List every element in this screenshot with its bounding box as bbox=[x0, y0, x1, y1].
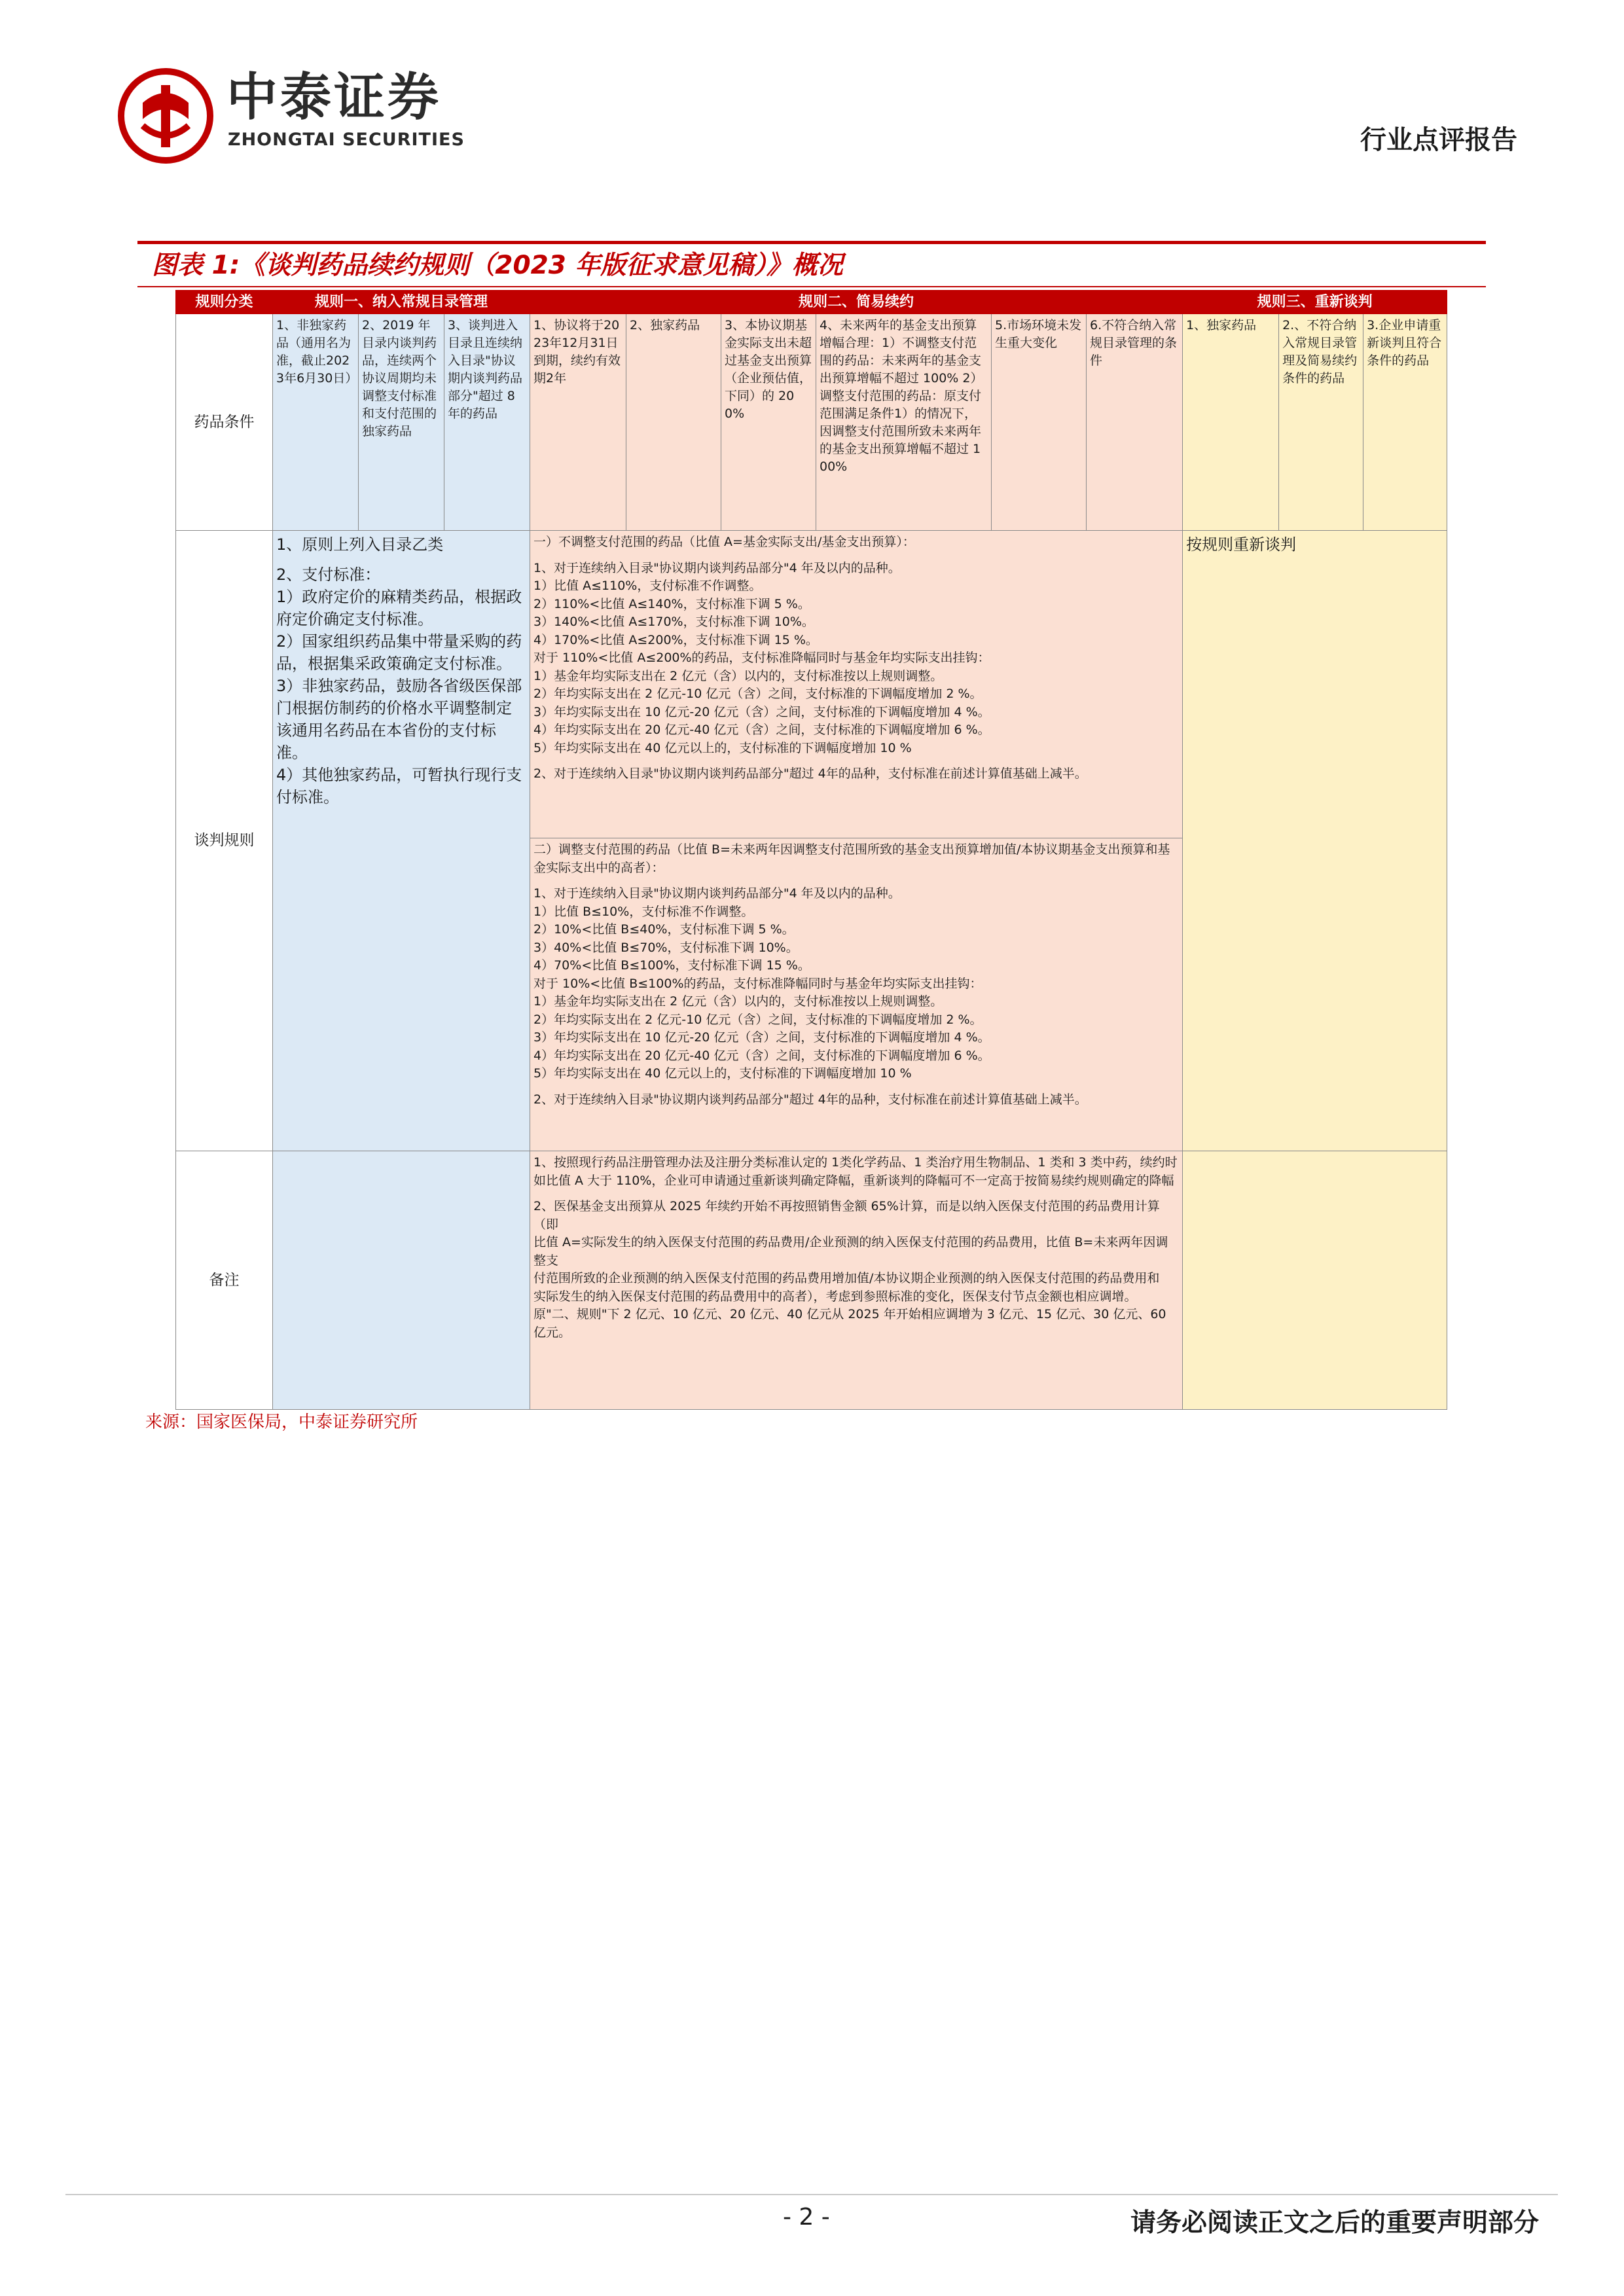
rule2-negotiation-part1 bbox=[530, 531, 1183, 838]
rule3-negotiation: 按规则重新谈判 bbox=[1183, 531, 1447, 1151]
rule2-p1-line: 4）170%<比值 A≤200%，支付标准下调 15 %。 bbox=[533, 632, 818, 647]
rule1-sub2: 2）国家组织药品集中带量采购的药品，根据集采政策确定支付标准。 bbox=[276, 632, 522, 673]
logo-mark-icon bbox=[117, 67, 215, 165]
rule2-p1-line: 2）110%<比值 A≤140%，支付标准下调 5 %。 bbox=[533, 596, 810, 611]
rule2-p1-line: 2）年均实际支出在 2 亿元-10 亿元（含）之间，支付标准的下调幅度增加 2 %。 bbox=[533, 687, 983, 701]
notes-line: 实际发生的纳入医保支付范围的药品费用中的高者），考虑到参照标准的变化，医保支付节点金额也相应调增。原"二、规则"下 2 亿元、10 亿元、20 亿元、40 亿元从 2025 年开始相应调增为 3 亿元、15 亿元、30 亿元、60 亿元。 bbox=[533, 1289, 1166, 1340]
rule2-p2-line: 2、对于连续纳入目录"协议期内谈判药品部分"超过 4年的品种，支付标准在前述计算值基础上减半。 bbox=[533, 1092, 1087, 1107]
rule2-p2-line: 4）年均实际支出在 20 亿元-40 亿元（含）之间，支付标准的下调幅度增加 6 %。 bbox=[533, 1048, 990, 1063]
rule2-p1-line: 1）比值 A≤110%，支付标准不作调整。 bbox=[533, 579, 762, 593]
rule2-p2-line: 4）70%<比值 B≤100%，支付标准下调 15 %。 bbox=[533, 958, 810, 973]
rule3-notes-empty bbox=[1183, 1151, 1447, 1410]
rule1-sub4: 4）其他独家药品，可暂执行现行支付标准。 bbox=[276, 766, 522, 806]
row-label-notes: 备注 bbox=[176, 1151, 273, 1410]
rule3-condition-3: 3.企业申请重新谈判且符合条件的药品 bbox=[1363, 314, 1447, 531]
rule2-p1-line: 1、对于连续纳入目录"协议期内谈判药品部分"4 年及以内的品种。 bbox=[533, 560, 901, 575]
rule1-sub3: 3）非独家药品，鼓励各省级医保部门根据仿制药的价格水平调整制定该通用名药品在本省份的支付标准。 bbox=[276, 677, 522, 762]
rule2-p1-line: 5）年均实际支出在 40 亿元以上的，支付标准的下调幅度增加 10 % bbox=[533, 740, 912, 755]
page-number: - 2 - bbox=[783, 2204, 830, 2231]
rule2-p2-line: 5）年均实际支出在 40 亿元以上的，支付标准的下调幅度增加 10 % bbox=[533, 1066, 912, 1081]
table-row-drug-conditions bbox=[176, 314, 1447, 531]
source-note: 来源：国家医保局，中泰证券研究所 bbox=[145, 1412, 418, 1432]
rule1-condition-1: 1、非独家药品（通用名为准，截止2023年6月30日） bbox=[273, 314, 359, 531]
rule1-condition-2: 2、2019 年目录内谈判药品，连续两个协议周期均未调整支付标准和支付范围的独家药品 bbox=[359, 314, 444, 531]
figure-title: 图表 1:《谈判药品续约规则（2023 年版征求意见稿）》概况 bbox=[152, 251, 843, 280]
rule2-condition-6: 6.不符合纳入常规目录管理的条件 bbox=[1087, 314, 1183, 531]
rule2-p1-line: 对于 110%<比值 A≤200%的药品，支付标准降幅同时与基金年均实际支出挂钩： bbox=[533, 651, 990, 665]
rule2-p2-line: 2）10%<比值 B≤40%，支付标准下调 5 %。 bbox=[533, 922, 795, 937]
rule2-negotiation-part2 bbox=[530, 838, 1183, 1151]
rule2-condition-4: 4、未来两年的基金支出预算增幅合理：1）不调整支付范围的药品：未来两年的基金支出预算增幅不超过 100% 2）调整支付范围的药品：原支付范围满足条件1）的情况下，因调整支付范围所致未来两年的基金支出预算增幅不超过 100% bbox=[816, 314, 992, 531]
notes-line: 2、医保基金支出预算从 2025 年续约开始不再按照销售金额 65%计算，而是以纳入医保支付范围的药品费用计算（即 bbox=[533, 1199, 1160, 1232]
rule2-p2-line: 3）年均实际支出在 10 亿元-20 亿元（含）之间，支付标准的下调幅度增加 4 %。 bbox=[533, 1030, 990, 1045]
table-row-negotiation-1 bbox=[176, 531, 1447, 838]
document-type: 行业点评报告 bbox=[1360, 125, 1517, 155]
rule2-p2-line: 1、对于连续纳入目录"协议期内谈判药品部分"4 年及以内的品种。 bbox=[533, 886, 901, 901]
notes-line: 付范围所致的企业预测的纳入医保支付范围的药品费用增加值/本协议期企业预测的纳入医保支付范围的药品费用和 bbox=[533, 1271, 1160, 1285]
header-rule2: 规则二、简易续约 bbox=[530, 291, 1183, 314]
rule2-p1-line: 3）140%<比值 A≤170%，支付标准下调 10%。 bbox=[533, 615, 814, 629]
row-label-drug-conditions: 药品条件 bbox=[176, 314, 273, 531]
rule1-condition-3: 3、谈判进入目录且连续纳入目录"协议期内谈判药品部分"超过 8 年的药品 bbox=[444, 314, 530, 531]
rule1-item2-title: 2、支付标准： bbox=[276, 565, 381, 584]
rule2-p1-line: 一）不调整支付范围的药品（比值 A=基金实际支出/基金支出预算）： bbox=[533, 535, 915, 549]
rule1-notes-empty bbox=[273, 1151, 530, 1410]
rule2-condition-3: 3、本协议期基金实际支出未超过基金支出预算（企业预估值，下同）的 200% bbox=[721, 314, 816, 531]
rule1-sub1: 1）政府定价的麻精类药品，根据政府定价确定支付标准。 bbox=[276, 588, 522, 628]
rule2-p2-line: 3）40%<比值 B≤70%，支付标准下调 10%。 bbox=[533, 940, 799, 955]
rule2-condition-2: 2、独家药品 bbox=[626, 314, 721, 531]
header-rule3: 规则三、重新谈判 bbox=[1183, 291, 1447, 314]
rule3-condition-1: 1、独家药品 bbox=[1183, 314, 1279, 531]
rule2-p1-line: 4）年均实际支出在 20 亿元-40 亿元（含）之间，支付标准的下调幅度增加 6 %。 bbox=[533, 723, 990, 737]
title-divider bbox=[137, 241, 1486, 244]
rule2-p2-line: 2）年均实际支出在 2 亿元-10 亿元（含）之间，支付标准的下调幅度增加 2 %。 bbox=[533, 1012, 983, 1027]
table-header-row bbox=[176, 291, 1447, 314]
rule1-item1: 1、原则上列入目录乙类 bbox=[276, 535, 444, 554]
rule2-p2-line: 二）调整支付范围的药品（比值 B=未来两年因调整支付范围所致的基金支出预算增加值/本协议期基金支出预算和基金实际支出中的高者）： bbox=[533, 842, 1170, 875]
rules-table bbox=[175, 290, 1447, 1410]
table-row-notes bbox=[176, 1151, 1447, 1410]
footer-divider bbox=[65, 2194, 1558, 2195]
header-rule1: 规则一、纳入常规目录管理 bbox=[273, 291, 530, 314]
logo-chinese: 中泰证券 bbox=[226, 68, 442, 127]
rule3-condition-2: 2.、不符合纳入常规目录管理及简易续约条件的药品 bbox=[1279, 314, 1363, 531]
rule2-p1-line: 1）基金年均实际支出在 2 亿元（含）以内的，支付标准按以上规则调整。 bbox=[533, 668, 943, 683]
disclaimer-text: 请务必阅读正文之后的重要声明部分 bbox=[1130, 2208, 1539, 2238]
rule2-p2-line: 1）基金年均实际支出在 2 亿元（含）以内的，支付标准按以上规则调整。 bbox=[533, 994, 943, 1009]
notes-line: 1、按照现行药品注册管理办法及注册分类标准认定的 1类化学药品、1 类治疗用生物制品、1 类和 3 类中药，续约时如比值 A 大于 110%，企业可申请通过重新谈判确定降幅，重新谈判的降幅可不一定高于按简易续约规则确定的降幅 bbox=[533, 1155, 1178, 1188]
rule2-condition-5: 5.市场环境未发生重大变化 bbox=[992, 314, 1087, 531]
notes-line: 比值 A=实际发生的纳入医保支付范围的药品费用/企业预测的纳入医保支付范围的药品费用，比值 B=未来两年因调整支 bbox=[533, 1235, 1168, 1268]
rule2-p2-line: 1）比值 B≤10%，支付标准不作调整。 bbox=[533, 904, 754, 919]
header-category: 规则分类 bbox=[176, 291, 273, 314]
company-logo bbox=[117, 67, 509, 165]
logo-english: ZHONGTAI SECURITIES bbox=[228, 130, 465, 150]
rule2-p1-line: 3）年均实际支出在 10 亿元-20 亿元（含）之间，支付标准的下调幅度增加 4 %。 bbox=[533, 704, 990, 719]
rule2-p2-line: 对于 10%<比值 B≤100%的药品，支付标准降幅同时与基金年均实际支出挂钩： bbox=[533, 976, 983, 991]
rule1-negotiation bbox=[273, 531, 530, 1151]
rule2-p1-line: 2、对于连续纳入目录"协议期内谈判药品部分"超过 4年的品种，支付标准在前述计算值基础上减半。 bbox=[533, 766, 1087, 781]
row-label-negotiation: 谈判规则 bbox=[176, 531, 273, 1151]
rule2-notes bbox=[530, 1151, 1183, 1410]
title-bottom-divider bbox=[137, 286, 1486, 287]
rule2-condition-1: 1、协议将于2023年12月31日到期，续约有效期2年 bbox=[530, 314, 626, 531]
